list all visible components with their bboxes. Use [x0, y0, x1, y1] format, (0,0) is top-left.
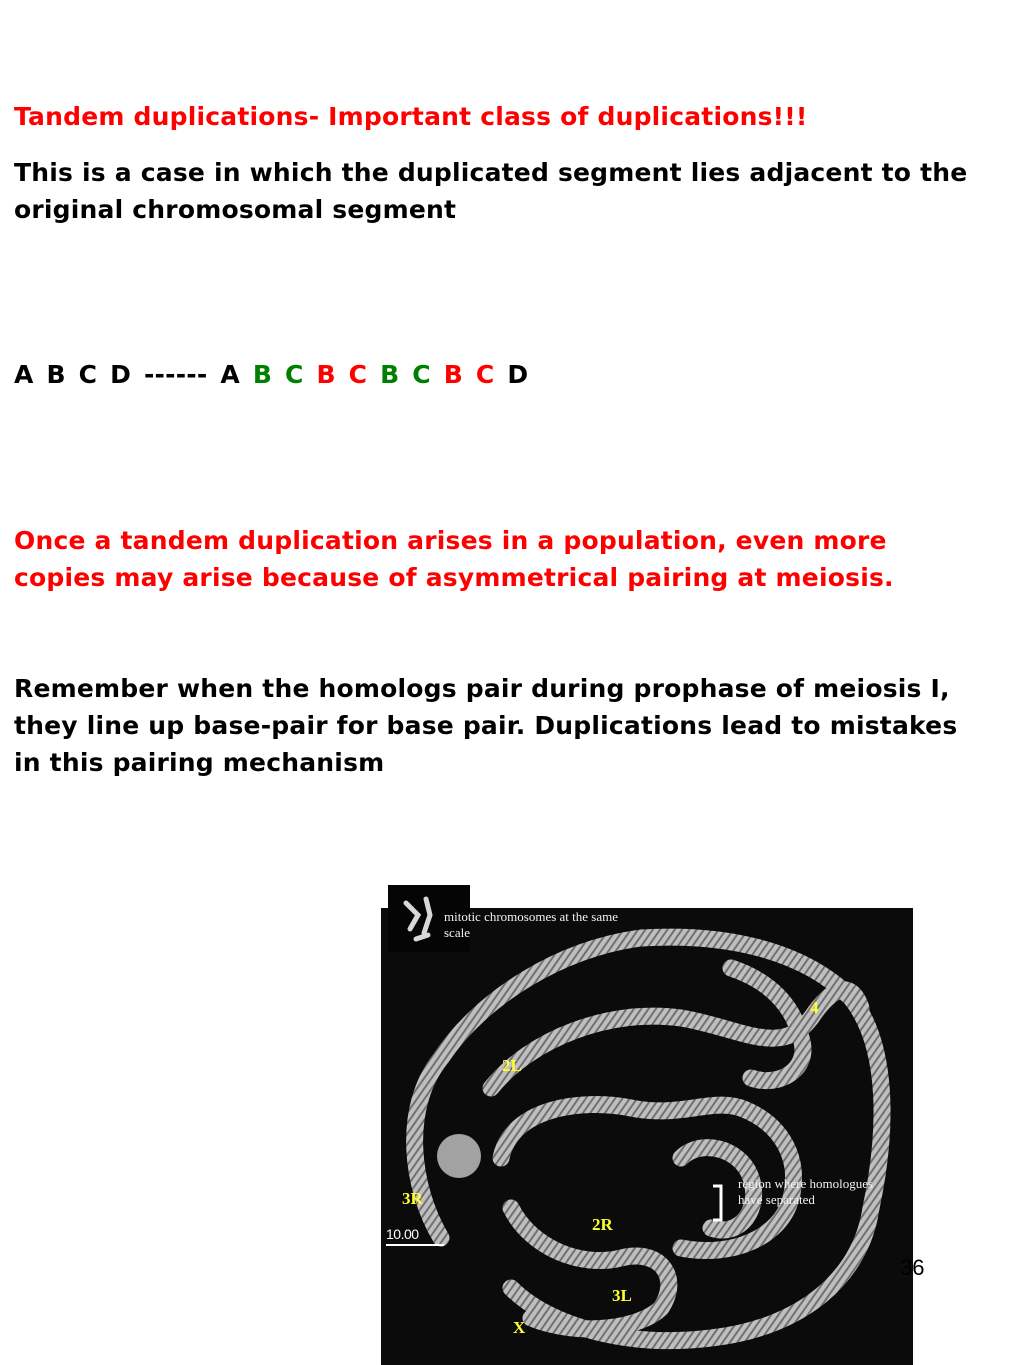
scale-bar	[386, 1244, 444, 1246]
slide-number: 36	[900, 1255, 925, 1280]
slide-title: Tandem duplications- Important class of duplications!!!	[14, 102, 808, 131]
sequence-token: C	[348, 360, 368, 389]
chromosome-illustration	[381, 908, 913, 1365]
duplication-sequence	[14, 356, 528, 393]
chromosome-label-3r: 3R	[402, 1189, 423, 1208]
sequence-token: D	[110, 360, 132, 389]
polytene-chromosome-micrograph	[381, 908, 913, 1365]
sequence-token: A	[14, 360, 34, 389]
sequence-token: D	[507, 360, 529, 389]
asymmetric-pairing-paragraph: Once a tandem duplication arises in a population, even more copies may arise because of asymmetrical pairing at meiosis.	[14, 526, 894, 592]
intro-paragraph: This is a case in which the duplicated segment lies adjacent to the original chromosomal segment	[14, 158, 968, 224]
chromosome-label-3l: 3L	[612, 1286, 632, 1305]
chromosome-label-2l: 2L	[502, 1056, 522, 1075]
sequence-token: C	[284, 360, 304, 389]
sequence-token: B	[316, 360, 336, 389]
sequence-token: B	[380, 360, 400, 389]
sequence-token: ------	[143, 360, 208, 389]
sequence-token: B	[46, 360, 66, 389]
sequence-token: C	[78, 360, 98, 389]
inset-caption: mitotic chromosomes at the same scale	[444, 909, 619, 940]
meiosis-paragraph: Remember when the homologs pair during prophase of meiosis I, they line up base-pair for base pair. Duplications lead to mistakes in this pairing mechanism	[14, 674, 958, 777]
chromosome-label-x: X	[513, 1318, 526, 1337]
scale-bar-label: 10.00	[386, 1226, 419, 1242]
sequence-token: C	[475, 360, 495, 389]
chromosome-label-4: 4	[810, 998, 819, 1017]
sequence-token: A	[220, 360, 240, 389]
sequence-token: B	[443, 360, 463, 389]
region-caption: region where homologues have separated	[738, 1176, 874, 1207]
sequence-token: B	[252, 360, 273, 389]
sequence-token: C	[412, 360, 431, 389]
chromosome-label-2r: 2R	[592, 1215, 613, 1234]
